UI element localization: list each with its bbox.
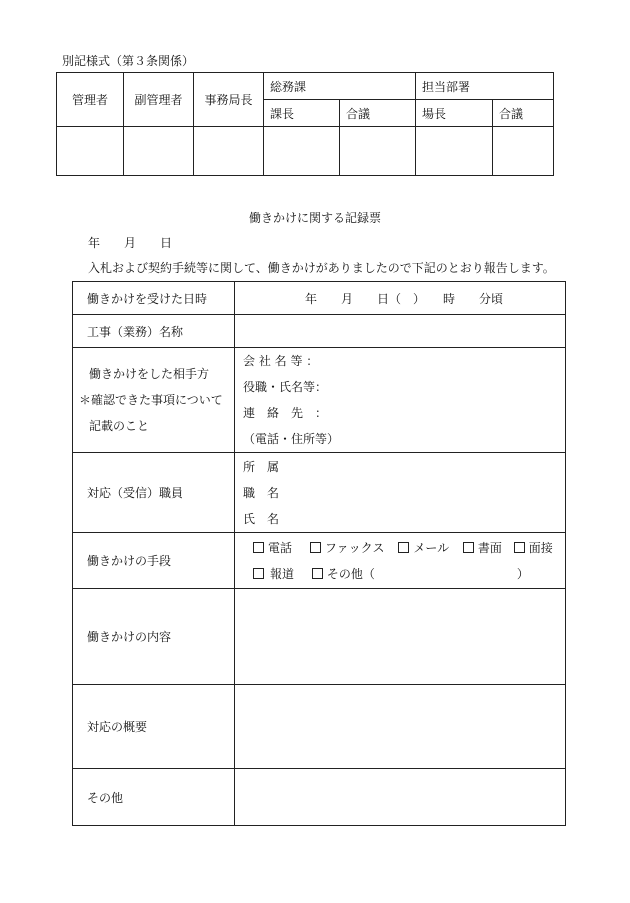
party-contact-note: （電話・住所等） <box>243 432 340 446</box>
party-label-1: 働きかけをした相手方 <box>89 367 210 381</box>
party-company: 会 社 名 等 ： <box>243 354 319 368</box>
row-datetime-value[interactable]: 年 月 日（ ） 時 分頃 <box>235 282 566 315</box>
stamp-box-dept-head[interactable] <box>416 127 493 176</box>
means-fax: ファックス <box>324 540 385 555</box>
approval-bureau-chief: 事務局長 <box>194 73 264 127</box>
means-cell <box>235 533 566 589</box>
content-value[interactable] <box>235 589 566 685</box>
approval-vice-manager: 副管理者 <box>124 73 194 127</box>
party-label-2: ＊確認できた事項について <box>79 393 223 407</box>
means-press: 報道 <box>270 566 295 581</box>
means-other-close: ） <box>516 566 529 581</box>
approval-dept-consult: 合議 <box>493 100 554 127</box>
checkbox-document[interactable] <box>463 542 474 553</box>
stamp-box-manager[interactable] <box>57 127 124 176</box>
checkbox-mail[interactable] <box>398 542 409 553</box>
record-title: 働きかけに関する記録票 <box>248 211 381 225</box>
means-other: その他（ <box>326 566 375 581</box>
stamp-box-vice-manager[interactable] <box>124 127 194 176</box>
other-value[interactable] <box>235 769 566 826</box>
approval-manager: 管理者 <box>57 73 124 127</box>
approval-dept-head: 場長 <box>416 100 493 127</box>
means-mail: メール <box>413 540 450 555</box>
party-contact: 連 絡 先 ： <box>243 406 328 420</box>
means-interview: 面接 <box>528 540 553 555</box>
staff-label: 対応（受信）職員 <box>73 453 235 533</box>
checkbox-press[interactable] <box>253 568 264 579</box>
response-value[interactable] <box>235 685 566 769</box>
approval-ga-chief: 課長 <box>264 100 340 127</box>
row-project-value[interactable] <box>235 315 566 348</box>
other-label: その他 <box>73 769 235 826</box>
means-document: 書面 <box>477 540 502 555</box>
content-label: 働きかけの内容 <box>73 589 235 685</box>
means-label: 働きかけの手段 <box>73 533 235 589</box>
staff-dept: 所 属 <box>243 459 280 474</box>
staff-post: 職 名 <box>243 485 280 500</box>
approval-table <box>56 72 554 176</box>
approval-dept-in-charge: 担当部署 <box>416 73 554 100</box>
staff-info-cell[interactable] <box>235 453 566 533</box>
record-table <box>72 281 566 826</box>
party-label-3: 記載のこと <box>89 419 150 433</box>
record-date-line: 年 月 日 <box>88 236 173 250</box>
party-info-cell[interactable] <box>235 348 566 453</box>
checkbox-phone[interactable] <box>253 542 264 553</box>
approval-general-affairs: 総務課 <box>264 73 416 100</box>
row-datetime-label: 働きかけを受けた日時 <box>73 282 235 315</box>
stamp-box-bureau-chief[interactable] <box>194 127 264 176</box>
means-phone: 電話 <box>268 540 293 555</box>
stamp-box-ga-consult[interactable] <box>340 127 416 176</box>
checkbox-fax[interactable] <box>310 542 321 553</box>
stamp-box-ga-chief[interactable] <box>264 127 340 176</box>
party-title: 役職・氏名等： <box>243 380 328 394</box>
checkbox-other[interactable] <box>312 568 323 579</box>
response-label: 対応の概要 <box>73 685 235 769</box>
form-label: 別記様式（第３条関係） <box>62 54 195 68</box>
checkbox-interview[interactable] <box>514 542 525 553</box>
row-project-label: 工事（業務）名称 <box>73 315 235 348</box>
approval-ga-consult: 合議 <box>340 100 416 127</box>
staff-name: 氏 名 <box>243 511 280 526</box>
record-intro: 入札および契約手続等に関して、働きかけがありましたので下記のとおり報告します。 <box>88 261 555 275</box>
stamp-box-dept-consult[interactable] <box>493 127 554 176</box>
